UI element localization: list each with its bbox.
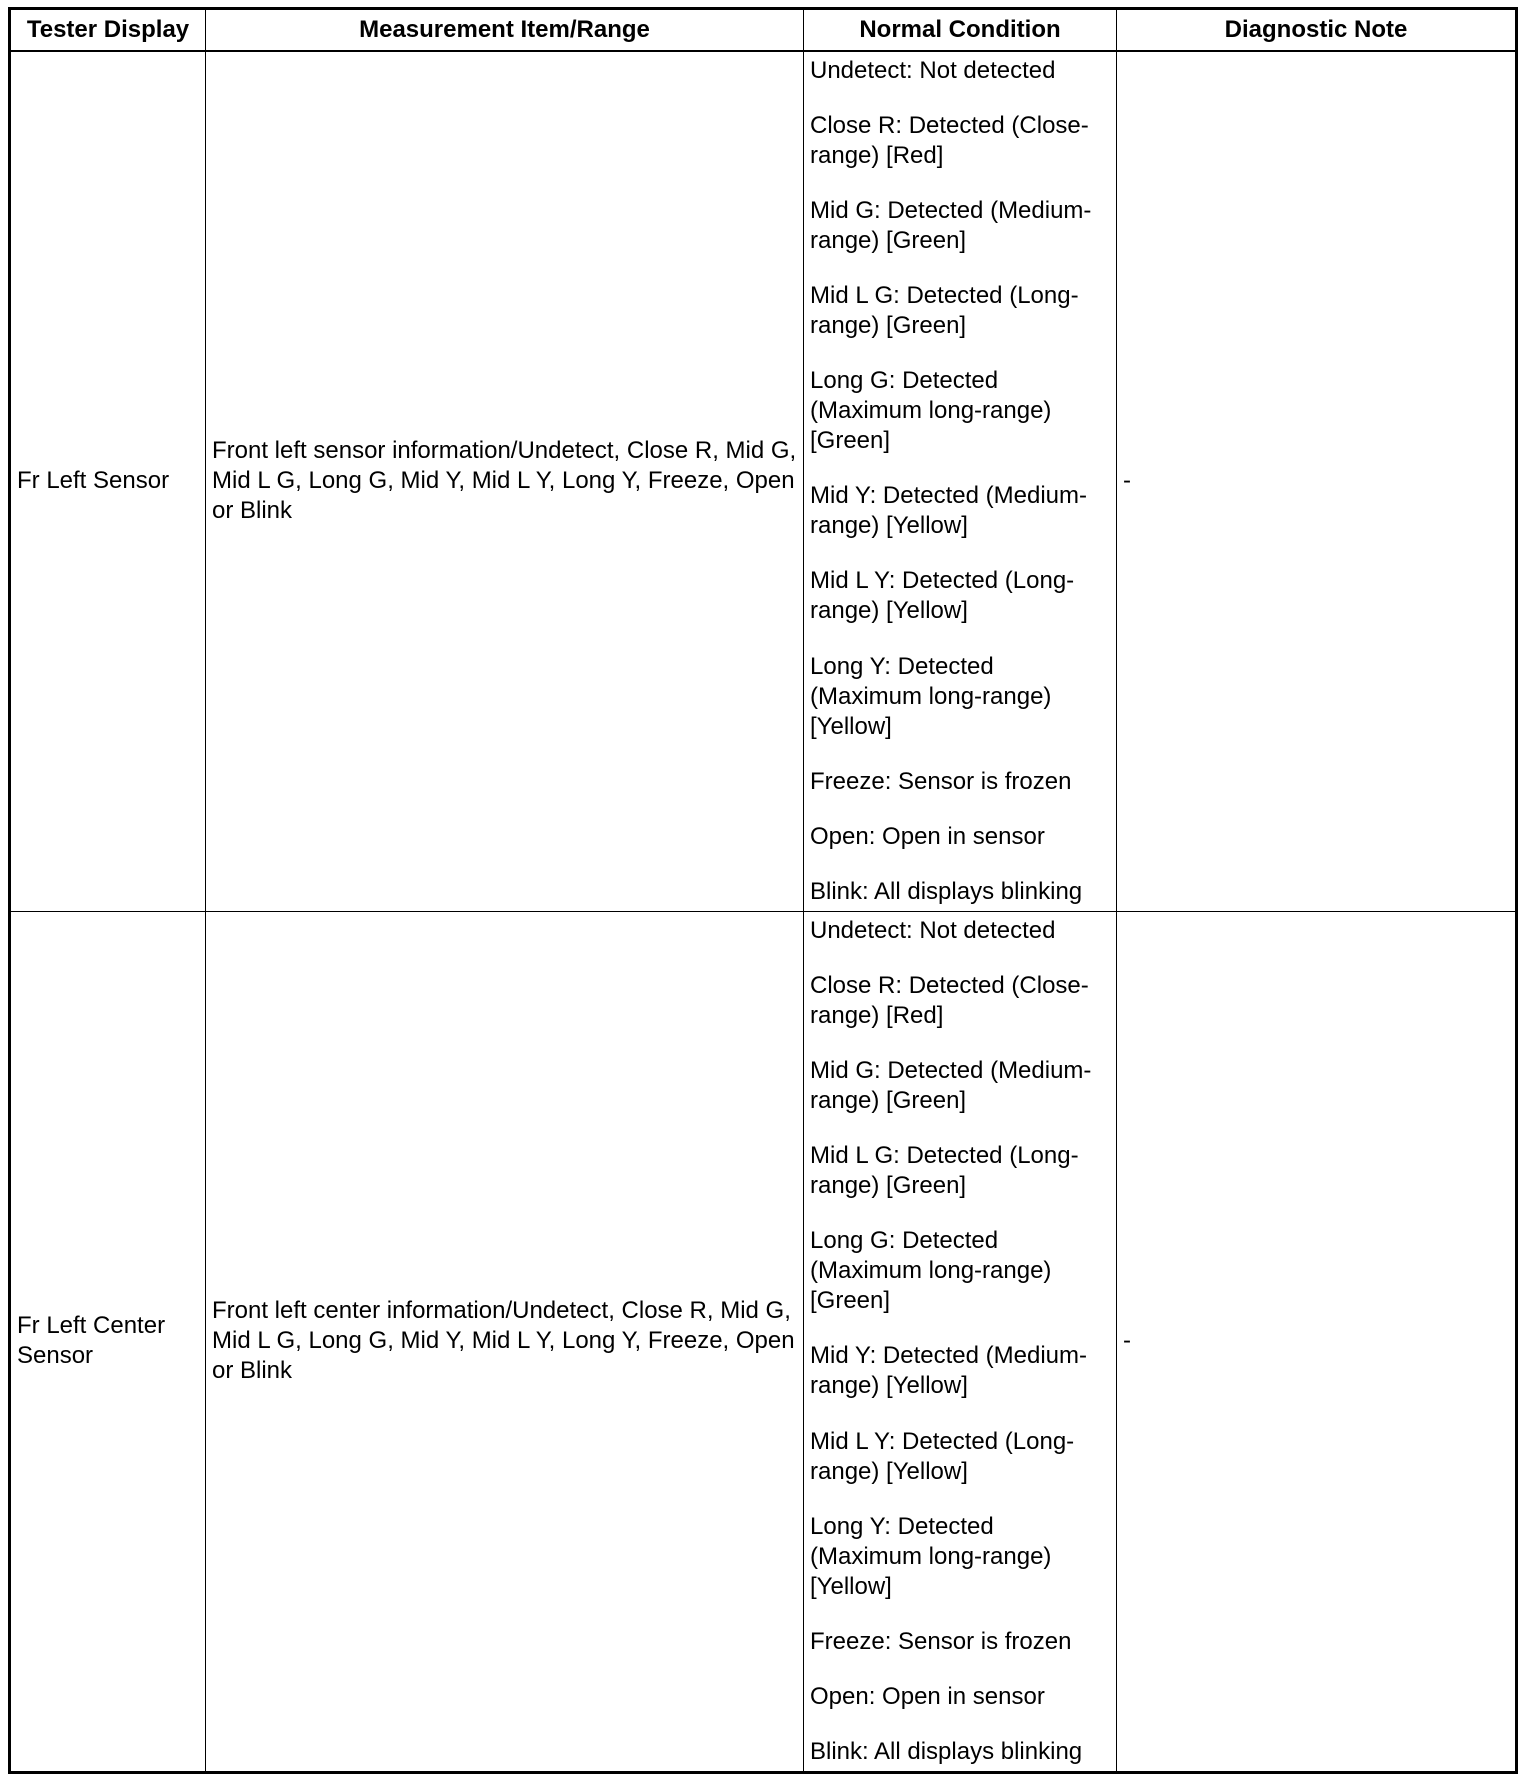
condition-item: Close R: Detected (Close-range) [Red] bbox=[810, 112, 1089, 170]
condition-item: Blink: All displays blinking bbox=[810, 1737, 1083, 1765]
condition-item: Long Y: Detected (Maximum long-range) [Yellow] bbox=[810, 652, 1052, 740]
condition-item: Freeze: Sensor is frozen bbox=[810, 1627, 1072, 1655]
tester-display-cell: Fr Left Center Sensor bbox=[10, 911, 206, 1772]
header-diagnostic-note: Diagnostic Note bbox=[1117, 9, 1517, 52]
condition-list bbox=[810, 916, 1110, 1767]
condition-item: Long G: Detected (Maximum long-range) [Green] bbox=[810, 1227, 1052, 1315]
normal-condition-cell bbox=[804, 911, 1117, 1772]
condition-item: Open: Open in sensor bbox=[810, 1682, 1045, 1710]
table-row bbox=[10, 911, 1517, 1772]
diagnostic-note-cell: - bbox=[1117, 911, 1517, 1772]
condition-item: Open: Open in sensor bbox=[810, 822, 1045, 850]
data-list-table bbox=[8, 7, 1518, 1774]
condition-item: Mid Y: Detected (Medium-range) [Yellow] bbox=[810, 482, 1087, 540]
condition-item: Close R: Detected (Close-range) [Red] bbox=[810, 972, 1089, 1029]
diagnostic-note-cell: - bbox=[1117, 51, 1517, 911]
condition-item: Mid Y: Detected (Medium-range) [Yellow] bbox=[810, 1342, 1087, 1400]
header-measurement: Measurement Item/Range bbox=[206, 9, 804, 52]
condition-item: Long G: Detected (Maximum long-range) [Green] bbox=[810, 367, 1052, 455]
measurement-cell: Front left sensor information/Undetect, Close R, Mid G, Mid L G, Long G, Mid Y, Mid L Y, Long Y, Freeze, Open or Blink bbox=[206, 51, 804, 911]
normal-condition-cell bbox=[804, 51, 1117, 911]
condition-item: Mid G: Detected (Medium-range) [Green] bbox=[810, 197, 1092, 255]
condition-item: Mid L G: Detected (Long-range) [Green] bbox=[810, 282, 1079, 340]
condition-item: Mid L G: Detected (Long-range) [Green] bbox=[810, 1142, 1079, 1200]
condition-item: Long Y: Detected (Maximum long-range) [Yellow] bbox=[810, 1512, 1052, 1600]
condition-list bbox=[810, 56, 1110, 907]
condition-item: Undetect: Not detected bbox=[810, 57, 1056, 84]
header-normal-condition: Normal Condition bbox=[804, 9, 1117, 52]
measurement-cell: Front left center information/Undetect, Close R, Mid G, Mid L G, Long G, Mid Y, Mid L Y, Long Y, Freeze, Open or Blink bbox=[206, 911, 804, 1772]
header-tester-display: Tester Display bbox=[10, 9, 206, 52]
condition-item: Mid L Y: Detected (Long-range) [Yellow] bbox=[810, 567, 1075, 625]
tester-display-cell: Fr Left Sensor bbox=[10, 51, 206, 911]
header-row bbox=[10, 9, 1517, 52]
condition-item: Mid G: Detected (Medium-range) [Green] bbox=[810, 1057, 1092, 1115]
condition-item: Freeze: Sensor is frozen bbox=[810, 767, 1072, 795]
condition-item: Blink: All displays blinking bbox=[810, 877, 1083, 905]
data-list-table-container bbox=[8, 7, 1515, 1774]
condition-item: Undetect: Not detected bbox=[810, 916, 1056, 944]
table-row bbox=[10, 51, 1517, 911]
condition-item: Mid L Y: Detected (Long-range) [Yellow] bbox=[810, 1427, 1075, 1485]
